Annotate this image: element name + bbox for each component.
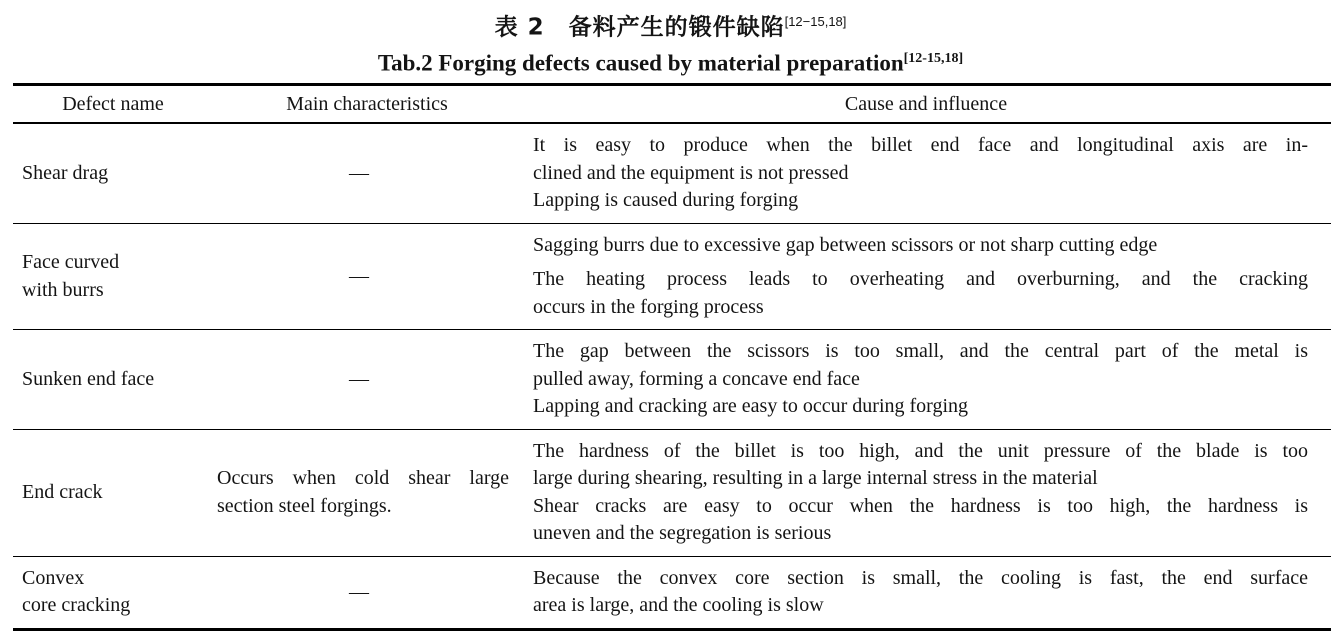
column-header-defect-name: Defect name xyxy=(13,85,213,124)
text-line: uneven and the segregation is serious xyxy=(533,522,832,545)
defect-name-cell xyxy=(13,123,213,223)
cause-paragraph xyxy=(533,393,1308,421)
text-line: — xyxy=(349,264,369,287)
cause-paragraph xyxy=(533,232,1308,260)
table-row xyxy=(13,223,1331,330)
table-title-chinese-citation: [12−15,18] xyxy=(784,14,847,29)
table-header-row xyxy=(13,85,1331,124)
defect-name-cell xyxy=(13,223,213,330)
cause-and-influence-cell xyxy=(521,123,1331,223)
text-line: Sunken end face xyxy=(22,367,155,390)
cause-paragraph xyxy=(533,338,1308,393)
text-line: — xyxy=(349,161,369,184)
forging-defects-table xyxy=(13,83,1331,631)
main-characteristics-cell xyxy=(213,330,521,430)
table-row xyxy=(13,123,1331,223)
text-line: Occurs when cold shear large xyxy=(217,467,509,490)
cause-paragraph xyxy=(533,493,1308,548)
table-row xyxy=(13,429,1331,556)
text-line: Lapping is caused during forging xyxy=(533,189,799,212)
text-line: It is easy to produce when the billet end face and longitudinal axis are in- xyxy=(533,134,1308,157)
text-line: End crack xyxy=(22,481,103,504)
cause-and-influence-cell xyxy=(521,330,1331,430)
text-line: — xyxy=(349,580,369,603)
column-header-cause-and-influence: Cause and influence xyxy=(521,85,1331,124)
text-line: Sagging burrs due to excessive gap between scissors or not sharp cutting edge xyxy=(533,233,1158,256)
column-header-main-characteristics: Main characteristics xyxy=(213,85,521,124)
text-line: clined and the equipment is not pressed xyxy=(533,161,849,184)
text-line: The hardness of the billet is too high, and the unit pressure of the blade is too xyxy=(533,439,1308,462)
main-characteristics-cell xyxy=(213,429,521,556)
defect-name-cell xyxy=(13,330,213,430)
cause-paragraph xyxy=(533,187,1308,215)
table-header xyxy=(13,85,1331,124)
cause-paragraph xyxy=(533,132,1308,187)
text-line: Convex xyxy=(22,566,85,589)
table-row xyxy=(13,330,1331,430)
text-line: Face curved xyxy=(22,251,120,274)
cause-paragraph xyxy=(533,565,1308,620)
table-title-chinese xyxy=(0,7,1341,43)
table-title-chinese-text: 表 2 备料产生的锻件缺陷 xyxy=(494,14,785,41)
text-line: occurs in the forging process xyxy=(533,295,764,318)
text-line: The gap between the scissors is too small, and the central part of the metal is xyxy=(533,340,1308,363)
text-line: core cracking xyxy=(22,594,131,617)
text-line: Because the convex core section is small, the cooling is fast, the end surface xyxy=(533,566,1308,589)
text-line: Shear cracks are easy to occur when the hardness is too high, the hardness is xyxy=(533,494,1308,517)
cause-and-influence-cell xyxy=(521,429,1331,556)
defect-name-cell xyxy=(13,429,213,556)
text-line: large during shearing, resulting in a large internal stress in the material xyxy=(533,467,1098,490)
text-line: section steel forgings. xyxy=(217,494,392,517)
table-title-english xyxy=(0,44,1341,78)
text-line: with burrs xyxy=(22,278,104,301)
table-title-english-citation: [12-15,18] xyxy=(903,50,964,66)
text-line: The heating process leads to overheating and overburning, and the cracking xyxy=(533,268,1308,291)
defect-name-cell xyxy=(13,556,213,629)
table-row xyxy=(13,556,1331,629)
cause-and-influence-cell xyxy=(521,223,1331,330)
text-line: area is large, and the cooling is slow xyxy=(533,594,824,617)
main-characteristics-cell xyxy=(213,223,521,330)
main-characteristics-cell xyxy=(213,556,521,629)
cause-paragraph xyxy=(533,438,1308,493)
text-line: Lapping and cracking are easy to occur during forging xyxy=(533,395,969,418)
text-line: Shear drag xyxy=(22,161,109,184)
table-body xyxy=(13,123,1331,629)
main-characteristics-cell xyxy=(213,123,521,223)
text-line: — xyxy=(349,367,369,390)
cause-paragraph xyxy=(533,266,1308,321)
text-line: pulled away, forming a concave end face xyxy=(533,367,860,390)
table-title-english-text: Tab.2 Forging defects caused by material preparation xyxy=(377,50,904,76)
cause-and-influence-cell xyxy=(521,556,1331,629)
